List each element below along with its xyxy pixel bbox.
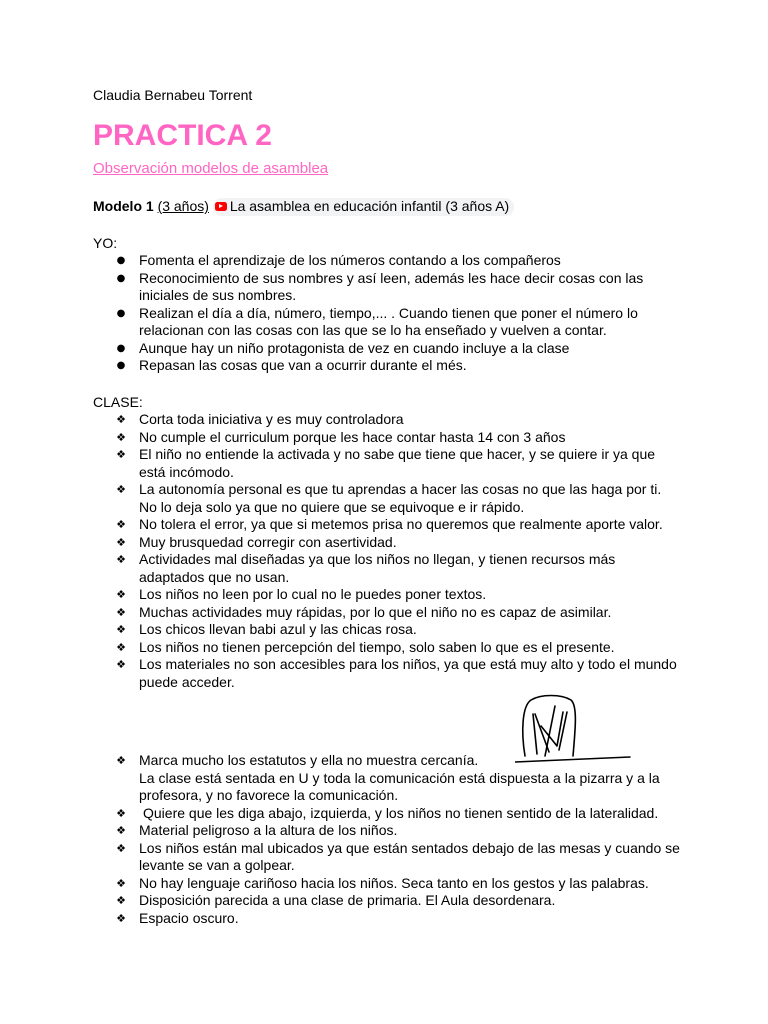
subtitle-link[interactable]: Observación modelos de asamblea — [93, 160, 329, 177]
diamond-bullet-icon: ❖ — [116, 413, 126, 426]
list-item: ❖ No hay lenguaje cariñoso hacia los niños. Seca tanto en los gestos y las palabras. — [0, 875, 680, 893]
diamond-bullet-icon: ❖ — [116, 553, 126, 566]
page-title: PRACTICA 2 — [93, 119, 272, 152]
diamond-bullet-icon: ❖ — [116, 841, 126, 855]
diamond-bullet-icon: ❖ — [116, 535, 126, 549]
youtube-icon — [215, 202, 227, 211]
list-item: ● Realizan el día a día, número, tiempo,... . Cuando tienen que poner el número lo relacionan con las cosas con las que se lo ha enseñado y vuelven a contar. — [0, 305, 680, 340]
list-item: ● Repasan las cosas que van a ocurrir durante el més. — [0, 357, 680, 375]
diamond-bullet-icon: ❖ — [116, 483, 126, 496]
yo-list — [0, 252, 680, 375]
video-chip[interactable] — [213, 198, 514, 216]
bullet-icon: ● — [116, 272, 126, 284]
author-name: Claudia Bernabeu Torrent — [93, 87, 253, 103]
modelo-line — [93, 198, 514, 216]
diamond-bullet-icon: ❖ — [116, 894, 126, 907]
diamond-bullet-icon: ❖ — [116, 876, 126, 890]
bullet-icon: ● — [116, 255, 126, 266]
yo-heading: YO: — [93, 235, 118, 251]
list-item: ● Fomenta el aprendizaje de los números contando a los compañeros — [0, 252, 680, 270]
list-item: ❖ Espacio oscuro. — [0, 910, 680, 928]
clase-heading: CLASE: — [93, 394, 143, 410]
list-item: ❖ Los niños no tienen percepción del tiempo, solo saben lo que es el presente. — [0, 639, 680, 657]
diamond-bullet-icon: ❖ — [116, 605, 126, 619]
list-item: ❖ Disposición parecida a una clase de primaria. El Aula desordenara. — [0, 892, 680, 910]
diamond-bullet-icon: ❖ — [116, 623, 126, 636]
list-item: ❖ La autonomía personal es que tu aprendas a hacer las cosas no que las haga por ti. No lo deja solo ya que no quiere que se equivoque e ir rápido. — [0, 481, 680, 516]
list-item: ❖ Material peligroso a la altura de los niños. — [0, 822, 680, 840]
diamond-bullet-icon: ❖ — [116, 588, 126, 601]
diamond-bullet-icon: ❖ — [116, 824, 126, 837]
modelo-label: Modelo 1 — [93, 198, 154, 214]
diamond-bullet-icon: ❖ — [116, 754, 126, 767]
video-title: La asamblea en educación infantil (3 años A) — [229, 198, 510, 214]
list-item: ❖ Actividades mal diseñadas ya que los niños no llegan, y tienen recursos más adaptados que no usan. — [0, 551, 680, 586]
bullet-icon: ● — [116, 360, 126, 371]
diamond-bullet-icon: ❖ — [116, 518, 126, 531]
list-item: ❖ Los niños no leen por lo cual no le puedes poner textos. — [0, 586, 680, 604]
list-item: ❖ Los niños están mal ubicados ya que están sentados debajo de las mesas y cuando se levante se van a golpear. — [0, 840, 680, 875]
clase-paragraph: La clase está sentada en U y toda la comunicación está dispuesta a la pizarra y a la profesora, y no favorece la comunicación. — [139, 769, 660, 803]
list-item: ❖ Corta toda iniciativa y es muy controladora — [0, 411, 680, 429]
diamond-bullet-icon: ❖ — [116, 806, 126, 820]
clase-list — [0, 411, 680, 691]
list-item: ● Aunque hay un niño protagonista de vez en cuando incluye a la clase — [0, 340, 680, 358]
list-item: ❖ Muchas actividades muy rápidas, por lo que el niño no es capaz de asimilar. — [0, 604, 680, 622]
list-item: ❖ No cumple el curriculum porque les hace contar hasta 14 con 3 años — [0, 429, 680, 447]
diamond-bullet-icon: ❖ — [116, 430, 126, 444]
clase-list-continued — [0, 752, 680, 927]
list-item: ● Reconocimiento de sus nombres y así leen, además les hace decir cosas con las iniciales de sus nombres. — [0, 270, 680, 305]
list-item: ❖ No tolera el error, ya que si metemos prisa no queremos que realmente aporte valor. — [0, 516, 680, 534]
list-item: ❖ Quiere que les diga abajo, izquierda, y los niños no tienen sentido de la lateralidad. — [0, 805, 680, 823]
diamond-bullet-icon: ❖ — [116, 640, 126, 654]
age-link[interactable]: (3 años) — [157, 198, 209, 214]
bullet-icon: ● — [116, 342, 126, 354]
diamond-bullet-icon: ❖ — [116, 448, 126, 461]
list-item: ❖ Los materiales no son accesibles para los niños, ya que está muy alto y todo el mundo puede acceder. — [0, 656, 680, 691]
list-item: ❖ Los chicos llevan babi azul y las chicas rosa. — [0, 621, 680, 639]
list-item: ❖ Marca mucho los estatutos y ella no muestra cercanía. La clase está sentada en U y toda la comunicación está dispuesta a la pizarra y a la profesora, y no favorece la comunicación. — [0, 752, 680, 805]
bullet-icon: ● — [116, 307, 126, 319]
diamond-bullet-icon: ❖ — [116, 911, 126, 925]
list-item: ❖ El niño no entiende la activada y no sabe que tiene que hacer, y se quiere ir ya que está incómodo. — [0, 446, 680, 481]
diamond-bullet-icon: ❖ — [116, 658, 126, 671]
list-item: ❖ Muy brusquedad corregir con asertividad. — [0, 534, 680, 552]
